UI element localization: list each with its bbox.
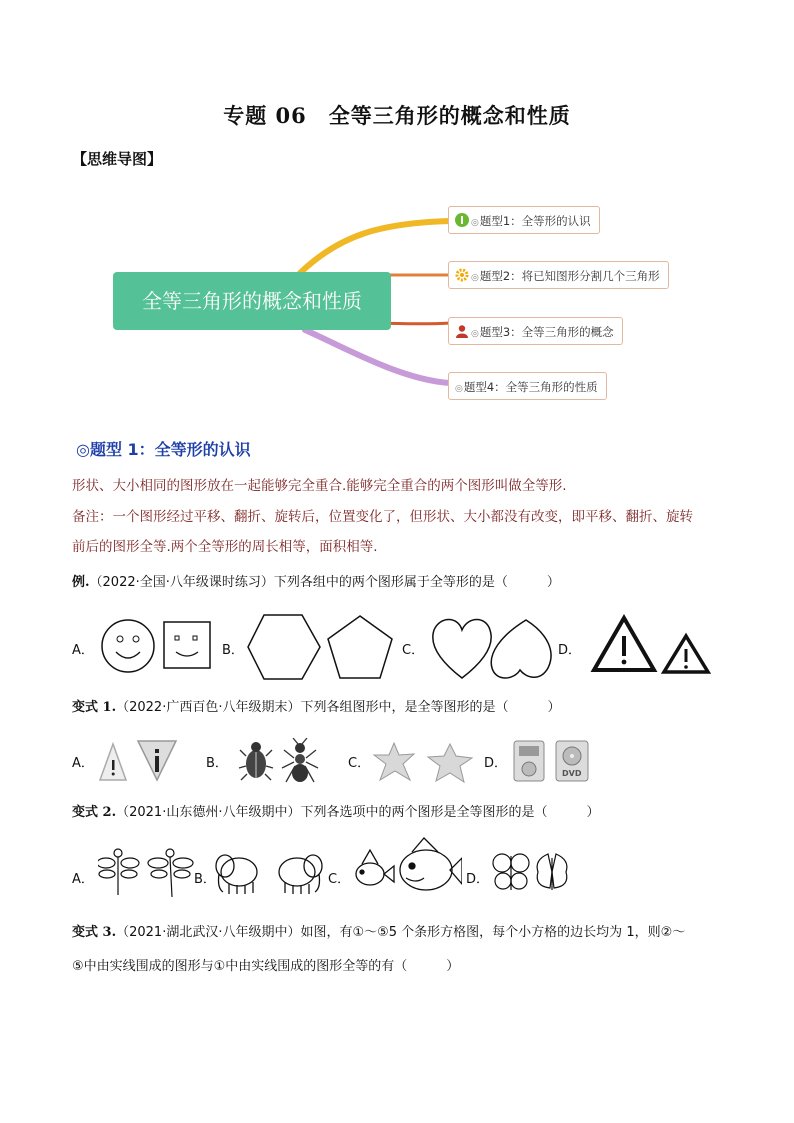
node-prefix: ◎ <box>471 218 479 228</box>
smiley-circle-and-square <box>100 614 215 678</box>
example-question <box>72 572 732 594</box>
question-text: 下列各选项中的两个图形是全等图形的是（ ） <box>300 805 600 820</box>
note-line-2: 前后的图形全等.两个全等形的周长相等，面积相等. <box>72 539 378 555</box>
option-a: A． <box>72 756 94 771</box>
variant2-question <box>72 802 732 824</box>
connector-4 <box>305 330 450 383</box>
node-label: 题型1：全等形的认识 <box>479 214 591 228</box>
warning-signs-pair <box>98 738 178 784</box>
question-label: 变式 1. <box>72 700 117 715</box>
hexagon-and-pentagon <box>246 612 394 682</box>
svg-text:DVD: DVD <box>562 769 582 778</box>
option-b: B． <box>194 872 216 887</box>
gear-icon <box>455 268 469 282</box>
question-source: （2022·全国·八年级课时练习） <box>89 575 274 590</box>
connector-1 <box>300 221 450 273</box>
node-label: 题型2：将已知图形分割几个三角形 <box>479 269 660 283</box>
option-b: B． <box>206 756 228 771</box>
two-starfish <box>372 740 476 784</box>
mindmap-node-3 <box>448 317 623 345</box>
node-prefix: ◎ <box>471 273 479 283</box>
mindmap-root: 全等三角形的概念和性质 <box>113 272 391 330</box>
node-label: 题型4：全等三角形的性质 <box>463 380 598 394</box>
variant3-question-line2: ⑤中由实线围成的图形与①中由实线围成的图形全等的有（ ） <box>72 959 460 974</box>
person-icon <box>455 324 469 338</box>
variant1-question <box>72 697 732 719</box>
question-source: （2021·湖北武汉·八年级期中） <box>116 925 301 940</box>
option-a: A． <box>72 872 94 887</box>
option-b: B． <box>222 643 244 658</box>
two-hearts <box>428 612 556 684</box>
question-source: （2021·山东德州·八年级期中） <box>116 805 301 820</box>
mindmap-section-label: 【思维导图】 <box>72 150 163 168</box>
node-prefix: ◎ <box>471 329 479 339</box>
media-player-and-dvd <box>512 738 592 784</box>
topic-heading: ◎题型 1：全等形的认识 <box>76 440 251 459</box>
two-butterflies <box>492 850 576 894</box>
note-line-1: 备注：一个图形经过平移、翻折、旋转后，位置变化了，但形状、大小都没有改变，即平移、翻折、旋转 <box>72 509 693 525</box>
variant3-question <box>72 922 732 944</box>
mindmap-node-4 <box>448 372 607 400</box>
question-text: 下列各组图形中，是全等图形的是（ ） <box>300 700 561 715</box>
mindmap-node-1 <box>448 206 600 234</box>
definition-text: 形状、大小相同的图形放在一起能够完全重合.能够完全重合的两个图形叫做全等形. <box>72 478 567 494</box>
info-icon <box>455 213 469 227</box>
page-title: 专题 06 全等三角形的概念和性质 <box>223 103 571 128</box>
question-text: 下列各组中的两个图形属于全等形的是（ ） <box>273 575 560 590</box>
question-label: 例. <box>72 575 90 590</box>
mindmap-node-2 <box>448 261 669 289</box>
option-a: A． <box>72 643 94 658</box>
option-d: D． <box>484 756 508 771</box>
question-label: 变式 2. <box>72 805 117 820</box>
question-source: （2022·广西百色·八年级期末） <box>116 700 301 715</box>
two-elephants <box>215 848 325 898</box>
option-d: D． <box>558 643 582 658</box>
question-label: 变式 3. <box>72 925 117 940</box>
option-c: C． <box>328 872 351 887</box>
beetle-and-ant <box>238 738 322 784</box>
node-prefix: ◎ <box>455 384 463 394</box>
two-fish <box>350 836 462 898</box>
question-text: 如图，有①～⑤5 个条形方格图，每个小方格的边长均为 1，则②～ <box>300 925 686 940</box>
option-c: C． <box>348 756 371 771</box>
two-dragonflies <box>98 845 194 899</box>
node-label: 题型3：全等三角形的概念 <box>479 325 614 339</box>
option-c: C． <box>402 643 425 658</box>
warning-triangles <box>590 614 712 676</box>
option-d: D． <box>466 872 490 887</box>
